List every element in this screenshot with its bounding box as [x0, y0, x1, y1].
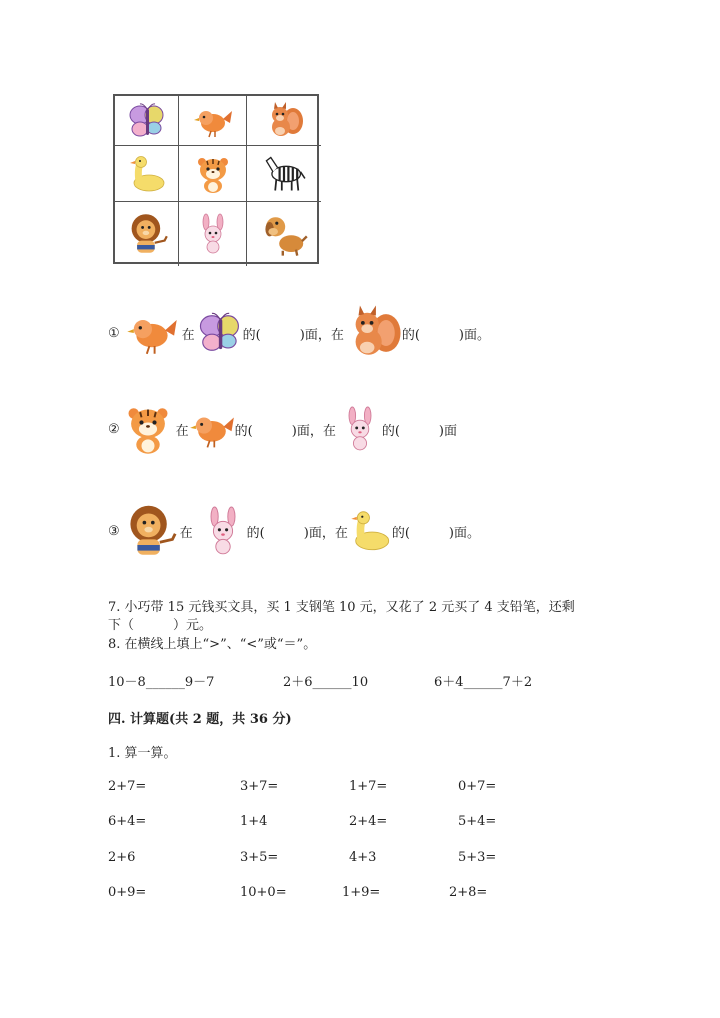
grid-cell-dog — [247, 202, 321, 266]
calc-cell: 2+4= — [349, 814, 388, 829]
rabbit-picture — [338, 403, 382, 455]
tiger-picture — [122, 400, 174, 458]
calc-cell: 2+8= — [449, 885, 488, 900]
question-1-text-3: 的( )面。 — [401, 327, 490, 343]
animal-grid — [113, 94, 319, 264]
problem-7-line-1: 7. 小巧带 15 元钱买文具，买 1 支钢笔 10 元，又花了 2 元买了 4 支铅笔，还剩 — [108, 600, 575, 615]
problem-7-line-2: 下（ ）元。 — [108, 618, 213, 633]
calc-cell: 1+4 — [240, 814, 268, 829]
tiger-picture — [193, 154, 233, 194]
calc-cell: 2+7= — [108, 779, 147, 794]
grid-cell-zebra — [247, 146, 321, 202]
grid-cell-butterfly — [115, 96, 179, 146]
grid-cell-duck — [115, 146, 179, 202]
compare-item-3: 6＋4______7＋2 — [434, 675, 533, 690]
calc-cell: 2+6 — [108, 850, 136, 865]
compare-item-1: 10－8______9－7 — [108, 675, 215, 690]
lion-picture — [125, 209, 169, 259]
squirrel-picture — [264, 101, 304, 141]
compare-item-2: 2＋6______10 — [283, 675, 369, 690]
grid-cell-rabbit — [179, 202, 247, 266]
calc-cell: 1+9= — [342, 885, 381, 900]
problem-8-text: 8. 在横线上填上“>”、“<”或“＝”。 — [108, 637, 317, 652]
question-2 — [108, 400, 457, 458]
butterfly-picture — [127, 101, 167, 141]
question-3-text-3: 的( )面。 — [391, 525, 480, 541]
bird-picture — [189, 405, 235, 453]
butterfly-picture — [197, 307, 243, 359]
question-3 — [108, 500, 480, 562]
duck-picture — [127, 154, 167, 194]
calc-cell: 6+4= — [108, 814, 147, 829]
calc-cell: 3+7= — [240, 779, 279, 794]
grid-cell-tiger — [179, 146, 247, 202]
rabbit-picture — [193, 211, 233, 257]
section-4-title: 四. 计算题(共 2 题，共 36 分) — [108, 712, 292, 727]
calc-cell: 5+3= — [458, 850, 497, 865]
question-3-text-1: 在 — [179, 525, 193, 541]
squirrel-picture — [344, 304, 402, 362]
bird-picture — [126, 307, 178, 359]
question-1-text-1: 在 — [181, 327, 195, 343]
question-2-text-2: 的( )面，在 — [234, 423, 336, 439]
grid-cell-lion — [115, 202, 179, 266]
bird-picture — [193, 101, 233, 141]
question-2-text-3: 的( )面 — [381, 423, 457, 439]
calc-cell: 5+4= — [458, 814, 497, 829]
question-3-number: ③ — [108, 523, 120, 539]
question-1-number: ① — [108, 325, 120, 341]
rabbit-picture — [199, 503, 247, 559]
calc-cell: 0+7= — [458, 779, 497, 794]
zebra-picture — [260, 152, 308, 196]
grid-cell-squirrel — [247, 96, 321, 146]
lion-picture — [122, 500, 178, 562]
grid-cell-bird — [179, 96, 247, 146]
question-2-number: ② — [108, 421, 120, 437]
calc-cell: 3+5= — [240, 850, 279, 865]
question-1 — [108, 304, 490, 362]
calc-cell: 1+7= — [349, 779, 388, 794]
question-1-text-2: 的( )面，在 — [242, 327, 344, 343]
question-3-text-2: 的( )面，在 — [246, 525, 348, 541]
question-2-text-1: 在 — [175, 423, 189, 439]
calc-cell: 10+0= — [240, 885, 287, 900]
calc-title: 1. 算一算。 — [108, 746, 177, 761]
dog-picture — [260, 209, 308, 259]
duck-picture — [348, 507, 392, 555]
calc-cell: 0+9= — [108, 885, 147, 900]
calc-cell: 4+3 — [349, 850, 377, 865]
